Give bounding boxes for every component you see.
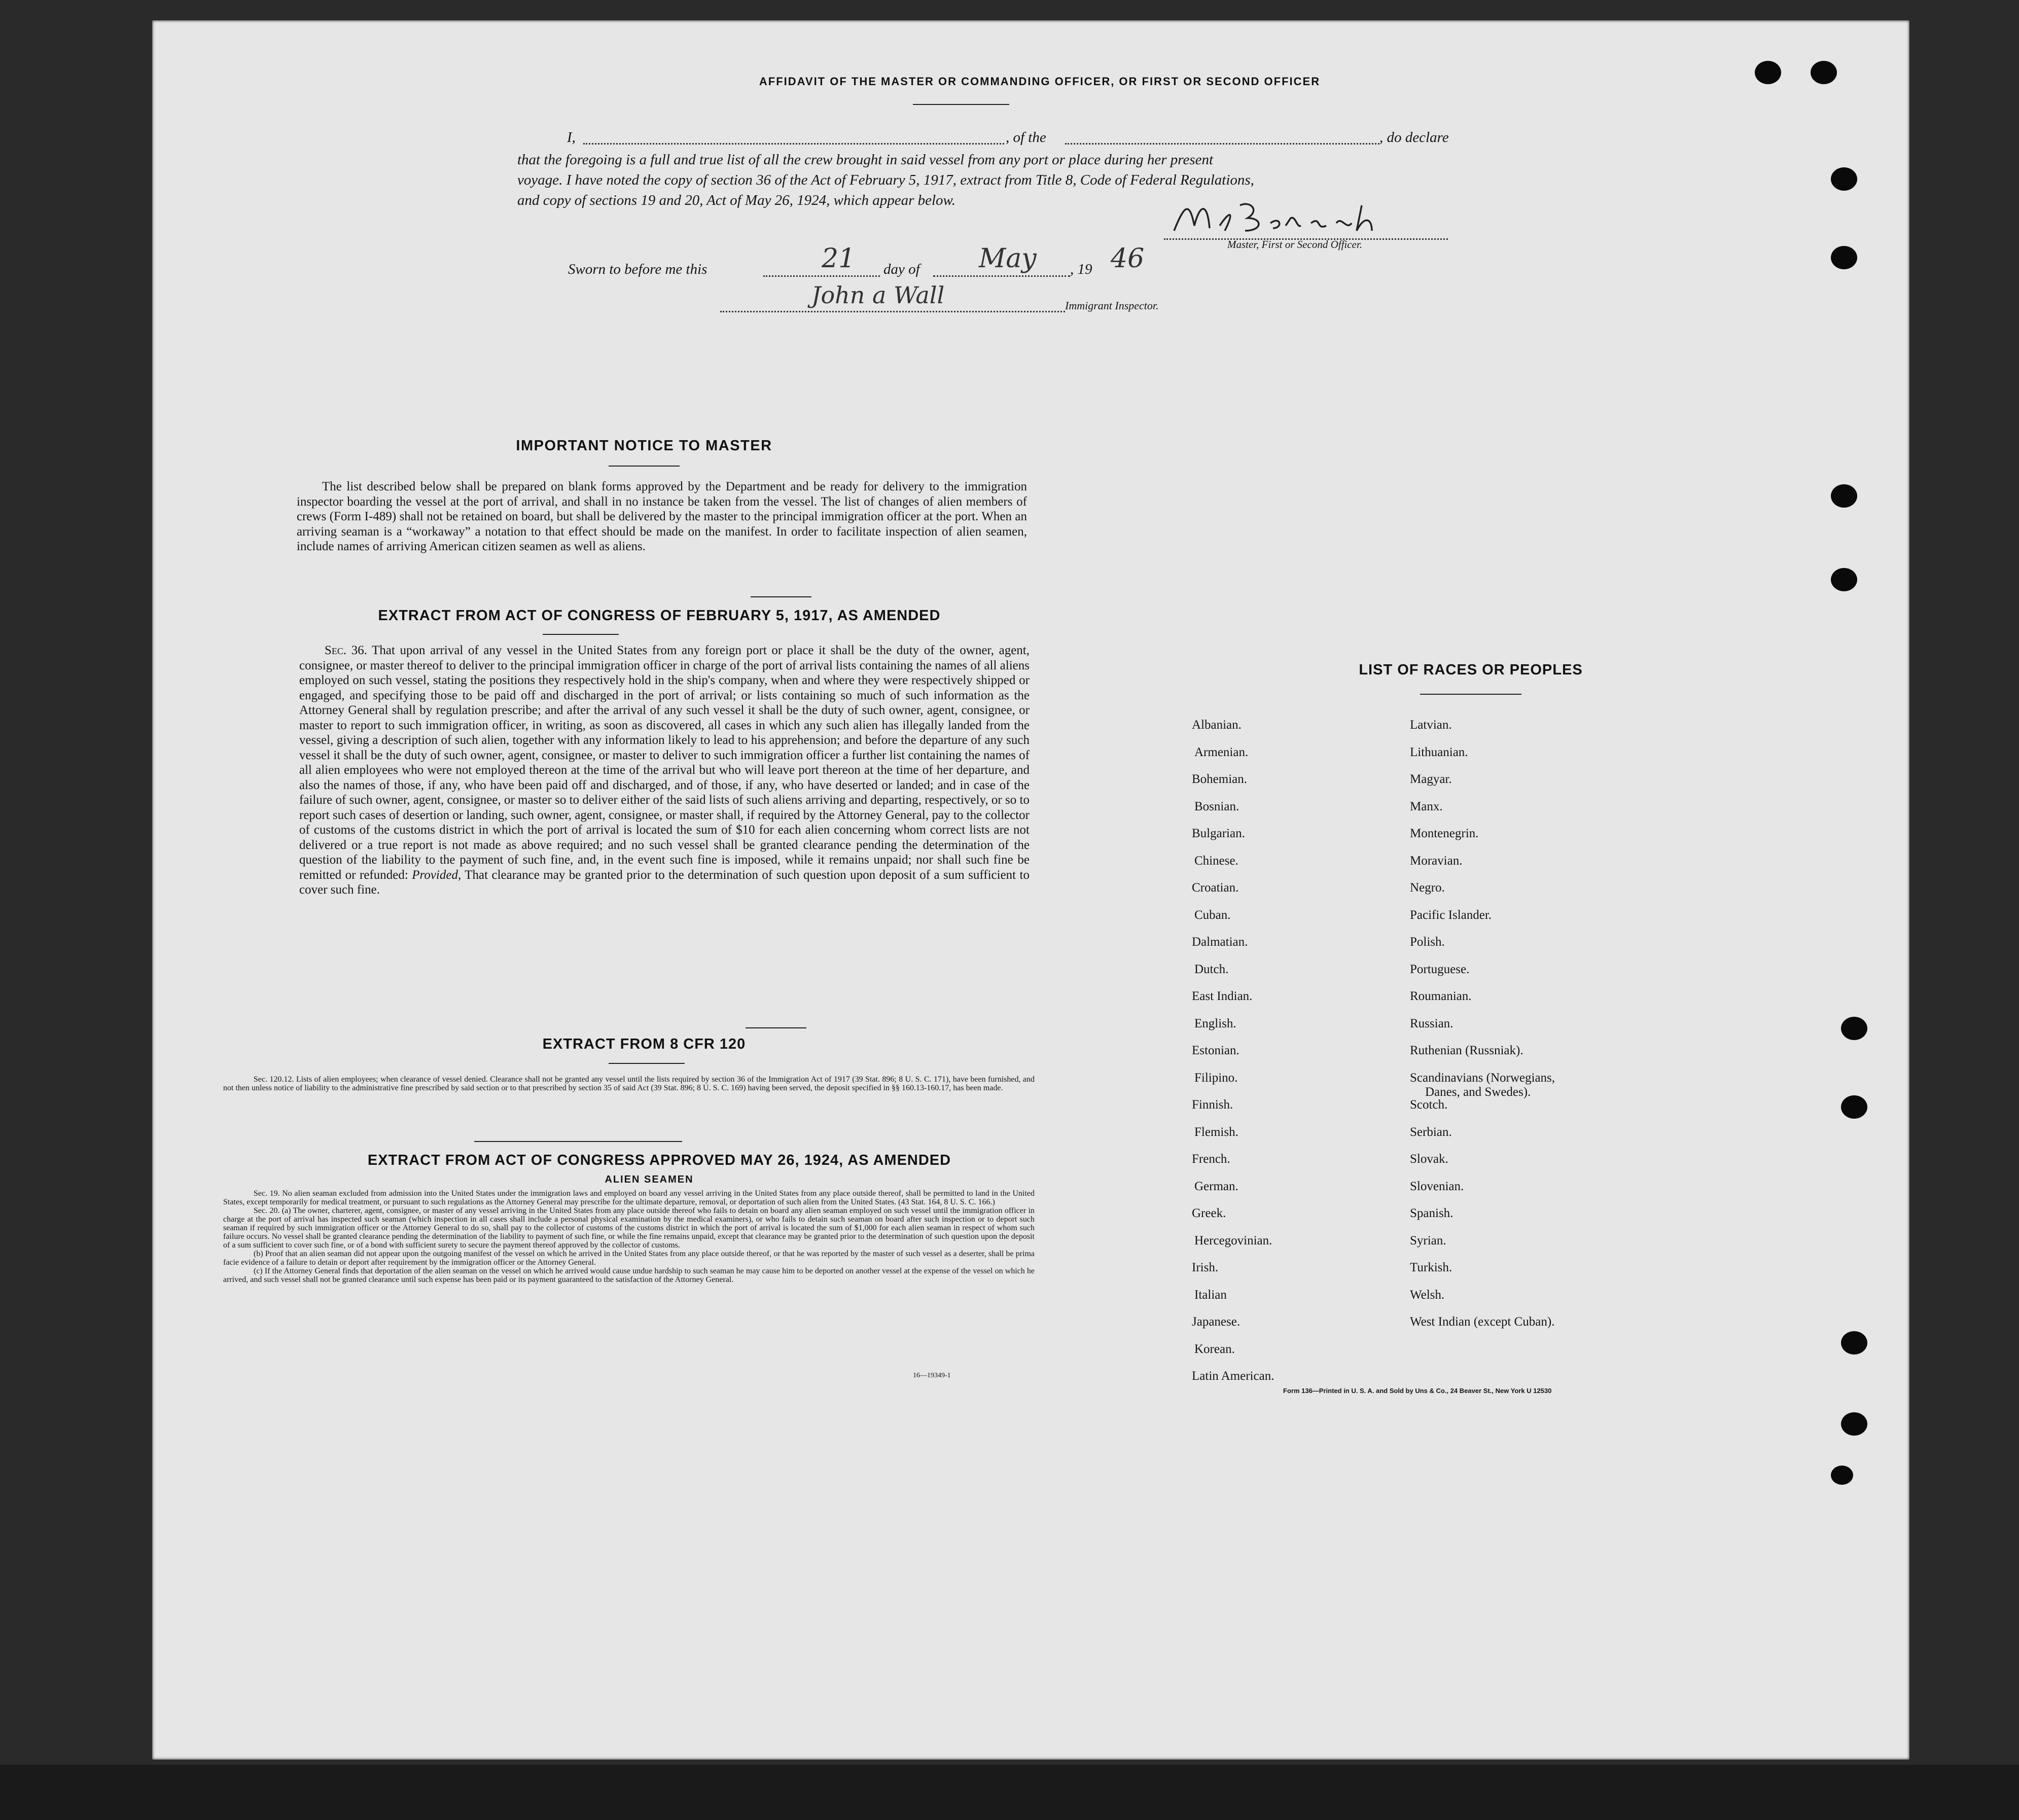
affidavit-line3: voyage. I have noted the copy of section 36 of the Act of February 5, 1917, extract from Title 8, Code of Federal Regulations, bbox=[517, 172, 1254, 188]
race-item: Dutch. bbox=[1194, 962, 1229, 976]
race-item: Estonian. bbox=[1192, 1044, 1239, 1057]
race-item: Slovenian. bbox=[1410, 1179, 1464, 1193]
act1917-rule-2 bbox=[746, 1027, 806, 1028]
affidavit-line4: and copy of sections 19 and 20, Act of May 26, 1924, which appear below. bbox=[517, 192, 955, 208]
scan-background-band bbox=[0, 1765, 2019, 1820]
race-item: Hercegovinian. bbox=[1194, 1233, 1272, 1247]
act1917-sec-label: Sec. 36. bbox=[325, 644, 367, 657]
race-item: Armenian. bbox=[1194, 745, 1249, 759]
race-item: Bulgarian. bbox=[1192, 827, 1245, 840]
race-item: English. bbox=[1194, 1016, 1236, 1030]
race-item: Negro. bbox=[1410, 881, 1445, 895]
race-item: Cuban. bbox=[1194, 908, 1231, 922]
race-item: French. bbox=[1192, 1152, 1230, 1166]
race-item: Flemish. bbox=[1194, 1125, 1238, 1139]
affidavit-i: I, bbox=[567, 129, 576, 146]
race-item: Montenegrin. bbox=[1410, 827, 1479, 840]
title-underline bbox=[913, 104, 1009, 105]
binder-hole bbox=[1831, 484, 1857, 508]
cfr-rule bbox=[609, 1063, 685, 1064]
races-form-footer: Form 136—Printed in U. S. A. and Sold by Uns & Co., 24 Beaver St., New York U 12530 bbox=[1283, 1387, 1552, 1395]
document-page bbox=[152, 20, 1909, 1760]
race-item: Bohemian. bbox=[1192, 772, 1248, 786]
race-item: Filipino. bbox=[1194, 1070, 1238, 1085]
race-item: Ruthenian (Russniak). bbox=[1410, 1044, 1524, 1057]
affidavit-line2: that the foregoing is a full and true list of all the crew brought in said vessel from any port or place during her present bbox=[517, 152, 1214, 168]
race-item: Welsh. bbox=[1410, 1288, 1445, 1302]
binder-hole bbox=[1755, 61, 1781, 84]
notice-rule bbox=[609, 466, 680, 467]
race-item: Latin American. bbox=[1192, 1369, 1274, 1383]
cfr-title: EXTRACT FROM 8 CFR 120 bbox=[542, 1036, 746, 1052]
race-item: Scotch. bbox=[1410, 1098, 1448, 1112]
race-item: Irish. bbox=[1192, 1261, 1219, 1274]
race-item: Latvian. bbox=[1410, 718, 1452, 732]
race-item: West Indian (except Cuban). bbox=[1410, 1315, 1555, 1329]
race-item: Chinese. bbox=[1194, 853, 1238, 868]
race-item: Polish. bbox=[1410, 935, 1445, 949]
race-item: Albanian. bbox=[1192, 718, 1242, 732]
race-item: Dalmatian. bbox=[1192, 935, 1248, 949]
sworn-day: 21 bbox=[822, 243, 856, 274]
race-item: Bosnian. bbox=[1194, 799, 1239, 813]
binder-hole bbox=[1831, 1466, 1853, 1485]
race-item: Manx. bbox=[1410, 799, 1443, 813]
inspector-caption: Immigrant Inspector. bbox=[1065, 299, 1159, 312]
race-item: Slovak. bbox=[1410, 1152, 1448, 1166]
race-item: German. bbox=[1194, 1179, 1238, 1193]
act1924-sec20c: (c) If the Attorney General finds that deportation of the alien seaman on the vessel on which he arrived would cause undue hardship to such seaman he may cause him to be deported on another vessel at the expense of the vessel on which he arrived, and such vessel shall not be granted clearance until such expense has been paid or its payment guaranteed to the satisfaction of the Attorney General. bbox=[223, 1267, 1035, 1284]
month-blank bbox=[933, 275, 1070, 277]
affidavit-of-the: , of the bbox=[1006, 129, 1046, 146]
binder-hole bbox=[1841, 1412, 1867, 1436]
act1917-provided-label: Provided, bbox=[412, 868, 462, 882]
binder-hole bbox=[1841, 1331, 1867, 1354]
race-item: Portuguese. bbox=[1410, 962, 1470, 976]
race-item: Greek. bbox=[1192, 1206, 1226, 1220]
year-suffix: 46 bbox=[1111, 243, 1145, 274]
act1924-body bbox=[223, 1189, 1035, 1284]
year-prefix: , 19 bbox=[1070, 261, 1092, 277]
race-item: Lithuanian. bbox=[1410, 745, 1468, 759]
affidavit-title: AFFIDAVIT OF THE MASTER OR COMMANDING OFFICER, OR FIRST OR SECOND OFFICER bbox=[759, 75, 1321, 88]
binder-hole bbox=[1831, 568, 1857, 591]
race-item: Italian bbox=[1194, 1288, 1227, 1302]
notice-title: IMPORTANT NOTICE TO MASTER bbox=[516, 438, 772, 454]
binder-hole bbox=[1831, 246, 1857, 269]
races-rule bbox=[1420, 694, 1521, 695]
master-caption: Master, First or Second Officer. bbox=[1227, 238, 1362, 251]
race-item: Spanish. bbox=[1410, 1206, 1454, 1220]
notice-text: The list described below shall be prepared on blank forms approved by the Department and be ready for delivery to the immigration inspector boarding the vessel at the port of arrival, and shall in no instance be taken from the vessel. The list of changes of alien members of crews (Form I-489) shall not be retained on board, but shall be delivered by the master to the principal immigration officer at the port. When an arriving seaman is a “workaway” a notation to that effect should be made on the manifest. In order to facilitate inspection of alien seamen, include names of arriving American citizen seamen as well as aliens. bbox=[297, 480, 1027, 553]
race-item: Japanese. bbox=[1192, 1315, 1241, 1329]
race-item: Moravian. bbox=[1410, 853, 1463, 868]
race-item: East Indian. bbox=[1192, 989, 1253, 1003]
race-item: Turkish. bbox=[1410, 1261, 1453, 1274]
act1924-sec20a: Sec. 20. (a) The owner, charterer, agent, consignee, or master of any vessel arriving in the United States from any place outside thereof who fails to detain on board any alien seaman employed on such vessel until the immigration officer in charge at the port of arrival has inspected such seaman (which inspection in all cases shall include a personal physical examination by the medical examiners), or who fails to detain such seaman on board after such inspection or to deport such seaman if required by such immigration officer or the Attorney General to do so, shall pay to the collector of customs of the customs district in which the port of arrival is located the sum of $1,000 for each alien seaman in respect of whom such failure occurs. No vessel shall be granted clearance pending the determination of the liability to payment of such fine, or while the fine remains unpaid, except that clearance may be granted prior to the determination of such question upon the deposit of a sum sufficient to cover such fine, or of a bond with sufficient surety to secure the payment thereof approved by the collector of customs. bbox=[223, 1206, 1035, 1250]
race-item: Russian. bbox=[1410, 1016, 1454, 1030]
sworn-month: May bbox=[979, 243, 1037, 274]
act1917-text bbox=[299, 643, 1030, 898]
race-item: Danes, and Swedes). bbox=[1425, 1085, 1531, 1099]
race-item: Magyar. bbox=[1410, 772, 1452, 786]
race-item: Finnish. bbox=[1192, 1098, 1233, 1112]
binder-hole bbox=[1841, 1095, 1867, 1119]
cfr-rule-2 bbox=[474, 1141, 682, 1142]
inspector-signature: John a Wall bbox=[811, 281, 945, 309]
race-item: Croatian. bbox=[1192, 881, 1239, 895]
notice-rule-2 bbox=[751, 596, 811, 597]
act1924-subtitle: ALIEN SEAMEN bbox=[605, 1174, 694, 1185]
race-item: Syrian. bbox=[1410, 1233, 1446, 1247]
act1917-provided-text: That clearance may be granted prior to the determination of such question upon deposit of a sum sufficient to cover such fine. bbox=[299, 868, 1030, 897]
act1924-title: EXTRACT FROM ACT OF CONGRESS APPROVED MAY 26, 1924, AS AMENDED bbox=[367, 1152, 951, 1168]
master-signature bbox=[1164, 195, 1418, 241]
binder-hole bbox=[1811, 61, 1837, 84]
affidavit-declare: , do declare bbox=[1379, 129, 1449, 146]
sworn-label: Sworn to before me this bbox=[568, 261, 707, 277]
race-item: Pacific Islander. bbox=[1410, 908, 1492, 922]
act1917-rule bbox=[543, 634, 619, 635]
cfr-text: Sec. 120.12. Lists of alien employees; when clearance of vessel denied. Clearance shall not be granted any vessel until the lists required by section 36 of the Immigration Act of 1917 (39 Stat. 896; 8 U. S. C. 171), have been furnished, and not then unless notice of liability to the administrative fine prescribed by said section or to that prescribed by section 35 of said Act (39 Stat. 896; 8 U. S. C. 169) having been served, the deposit specified in §§ 160.13-160.17, has been made. bbox=[223, 1075, 1035, 1092]
vessel-blank bbox=[1065, 143, 1379, 145]
act1924-sec20b: (b) Proof that an alien seaman did not appear upon the outgoing manifest of the vessel on which he arrived in the United States from any place outside thereof, or that he was reported by the master of such vessel as a deserter, shall be prima facie evidence of a failure to detain or deport after requirement by the immigration officer or the Attorney General. bbox=[223, 1250, 1035, 1267]
act1917-body: That upon arrival of any vessel in the United States from any foreign port or place it shall be the duty of the owner, agent, consignee, or master thereof to deliver to the principal immigration officer in charge of the port of arrival lists containing the names of all aliens employed on such vessel, stating the positions they respectively hold in the ship's company, when and where they were respectively shipped or engaged, and specifying those to be paid off and discharged in the port of arrival; or lists containing so much of such information as the Attorney General shall by regulation prescribe; and after the arrival of any such vessel it shall be the duty of such owner, agent, consignee, or master to report to such immigration officer, in writing, as soon as discovered, all cases in which any such alien has illegally landed from the vessel, giving a description of such alien, together with any information likely to lead to his apprehension; and before the departure of any such vessel it shall be the duty of such owner, agent, consignee, or master to deliver to such immigration officer a further list containing the names of all alien employees who were not employed thereon at the time of the arrival but who will leave port thereon at the time of her departure, and also the names of those, if any, who have been paid off and discharged, and of those, if any, who have deserted or landed; and in case of the failure of such owner, agent, consignee, or master so to deliver either of the said lists of such aliens arriving and departing, respectively, or so to report such cases of desertion or landing, such owner, agent, consignee, or master shall, if required by the Attorney General, pay to the collector of customs of the customs district in which the port of arrival is located the sum of $10 for each alien concerning whom correct lists are not delivered or a true report is not made as above required; and no such vessel shall be granted clearance pending the determination of the question of the liability to the payment of such fine, and, in the event such fine is imposed, while it remains unpaid; nor shall such fine be remitted or refunded: bbox=[299, 644, 1030, 882]
races-title: LIST OF RACES OR PEOPLES bbox=[1359, 662, 1583, 678]
race-item: Korean. bbox=[1194, 1342, 1235, 1356]
race-item: Scandinavians (Norwegians, bbox=[1410, 1070, 1555, 1085]
day-blank bbox=[763, 275, 880, 277]
inspector-line bbox=[720, 311, 1065, 312]
binder-hole bbox=[1831, 167, 1857, 191]
race-item: Roumanian. bbox=[1410, 989, 1472, 1003]
race-item: Serbian. bbox=[1410, 1125, 1452, 1139]
act1924-form-no: 16—19349-1 bbox=[913, 1372, 951, 1379]
act1924-sec19: Sec. 19. No alien seaman excluded from admission into the United States under the immigration laws and employed on board any vessel arriving in the United States from any place outside thereof, shall be permitted to land in the United States, except temporarily for medical treatment, or pursuant to such regulations as the Attorney General may prescribe for the ultimate departure, removal, or deportation of such alien from the United States. (43 Stat. 164, 8 U. S. C. 166.) bbox=[223, 1189, 1035, 1206]
binder-hole bbox=[1841, 1017, 1867, 1040]
act1917-title: EXTRACT FROM ACT OF CONGRESS OF FEBRUARY 5, 1917, AS AMENDED bbox=[378, 608, 941, 624]
day-of-label: day of bbox=[883, 261, 920, 277]
name-blank bbox=[583, 143, 1004, 145]
